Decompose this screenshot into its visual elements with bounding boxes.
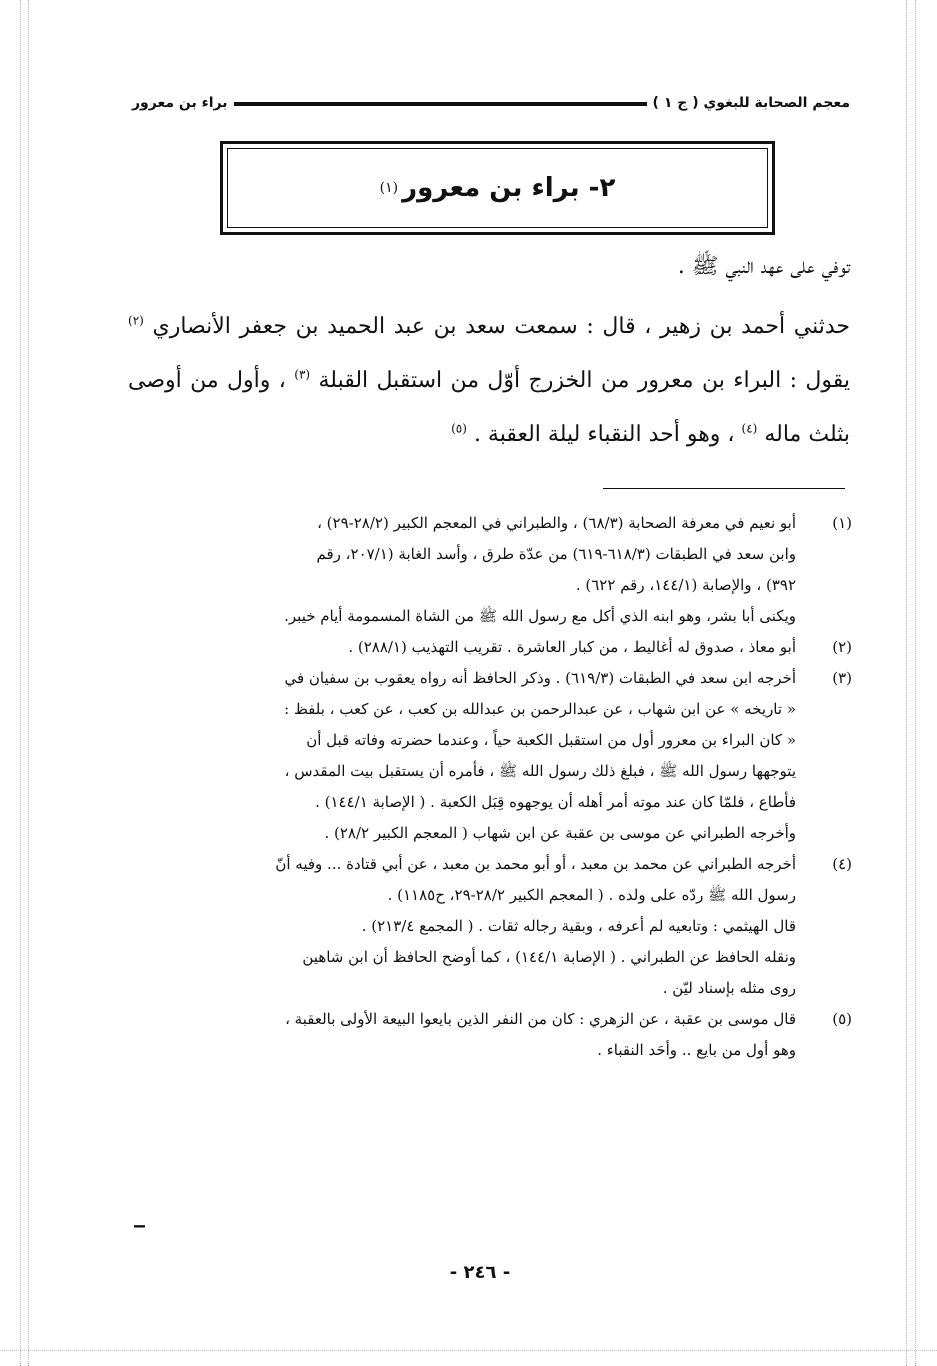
paragraph-text: حدثني أحمد بن زهير ، قال : سمعت سعد بن عبد الحميد بن جعفر الأنصاري bbox=[152, 314, 850, 339]
footnote-line: وأخرجه الطبراني عن موسى بن عقبة عن ابن شهاب ( المعجم الكبير ٢٨/٢) . bbox=[324, 824, 796, 842]
paragraph-text: ، وأول من أوصى بثلث ماله bbox=[128, 368, 850, 447]
footnote-line: روى مثله بإسناد ليّن . bbox=[662, 979, 796, 997]
footnote-ref: (٤) bbox=[741, 421, 758, 436]
footnote-line: وابن سعد في الطبقات (٦١٨/٣-٦١٩) من عدّة طرق ، وأسد الغابة (٢٠٧/١، رقم bbox=[316, 545, 796, 563]
footnote-line: « كان البراء بن معرور أول من استقبل الكعبة حياً ، وعندما حضرته وفاته قبل أن bbox=[306, 731, 796, 749]
footnote-line: أخرجه الطبراني عن محمد بن معبد ، أو أبو محمد بن معبد ، عن أبي قتادة ... وفيه أنّ bbox=[275, 855, 796, 873]
header-rule bbox=[234, 102, 647, 106]
footnote bbox=[130, 663, 852, 849]
entry-title: براء بن معرور bbox=[132, 95, 228, 111]
scan-guide-line bbox=[915, 0, 916, 1366]
footnote-number: (١) bbox=[832, 514, 852, 532]
running-header bbox=[132, 90, 850, 116]
scan-guide-line bbox=[20, 0, 21, 1366]
paragraph-text: ، وهو أحد النقباء ليلة العقبة . bbox=[473, 422, 735, 447]
footnote-line: ويكنى أبا بشر، وهو ابنه الذي أكل مع رسول الله ﷺ من الشاة المسمومة أيام خيبر. bbox=[284, 607, 796, 625]
footnote-text bbox=[130, 632, 796, 663]
entry-heading-box bbox=[220, 141, 775, 235]
footnote-text bbox=[130, 508, 796, 632]
intro-line: توفي على عهد النبي ﷺ . bbox=[677, 254, 850, 279]
footnote bbox=[130, 508, 852, 632]
footnote-number: (٢) bbox=[832, 638, 852, 656]
footnote-line: وهو أول من بايع .. وأحَد النقباء . bbox=[597, 1041, 796, 1059]
footnote-ref: (٢) bbox=[128, 313, 144, 328]
footnote-line: ونقله الحافظ عن الطبراني . ( الإصابة ١٤٤/١) ، كما أوضح الحافظ أن ابن شاهين bbox=[302, 948, 796, 966]
footnote-ref: (٣) bbox=[294, 367, 311, 382]
footnote-line: قال الهيثمي : وتابعيه لم أعرفه ، وبقية رجاله ثقات . ( المجمع ٢١٣/٤) . bbox=[361, 917, 796, 935]
scan-guide-line bbox=[28, 0, 29, 1366]
footnote-line: فأطاع ، فلمّا كان عند موته أمر أهله أن يوجهوه قِبَل الكعبة . ( الإصابة ١٤٤/١) . bbox=[315, 793, 796, 811]
entry-heading-inner-frame bbox=[227, 148, 768, 228]
footnote-line: يتوجهها رسول الله ﷺ ، فبلغ ذلك رسول الله ﷺ ، فأمره أن يستقبل بيت المقدس ، bbox=[284, 762, 796, 780]
end-mark: -- bbox=[133, 1215, 144, 1236]
footnote-number: (٣) bbox=[832, 669, 852, 687]
footnote-number: (٤) bbox=[832, 855, 852, 873]
footnotes bbox=[130, 508, 852, 1066]
footnote-text bbox=[130, 1004, 796, 1066]
footnote-line: أبو نعيم في معرفة الصحابة (٦٨/٣) ، والطبراني في المعجم الكبير (٢٨/٢-٢٩) ، bbox=[317, 514, 796, 532]
footnote-line: ٣٩٢) ، والإصابة (١٤٤/١، رقم ٦٢٢) . bbox=[575, 576, 796, 594]
scan-guide-line bbox=[0, 1350, 937, 1351]
footnote-line: قال موسى بن عقبة ، عن الزهري : كان من النفر الذين بايعوا البيعة الأولى بالعقبة ، bbox=[285, 1010, 796, 1028]
footnote-line: « تاريخه » عن ابن شهاب ، عن عبدالرحمن بن عبدالله بن كعب ، عن كعب ، بلفظ : bbox=[284, 700, 796, 718]
footnote-text bbox=[130, 849, 796, 1004]
footnote-line: رسول الله ﷺ ردّه على ولده . ( المعجم الكبير ٢٨/٢-٢٩، ح١١٨٥) . bbox=[387, 886, 796, 904]
footnote-ref: (٥) bbox=[451, 421, 467, 436]
footnote-ref: (١) bbox=[379, 180, 399, 196]
scan-guide-line bbox=[906, 0, 907, 1366]
footnote-separator bbox=[603, 488, 845, 489]
footnote-line: أخرجه ابن سعد في الطبقات (٦١٩/٣) . وذكر الحافظ أنه رواه يعقوب بن سفيان في bbox=[284, 669, 796, 687]
paragraph-text: يقول : البراء بن معرور من الخزرج أوّل من استقبل القبلة bbox=[318, 368, 851, 393]
footnote-line: أبو معاذ ، صدوق له أغاليط ، من كبار العاشرة . تقريب التهذيب (٢٨٨/١) . bbox=[348, 638, 796, 656]
footnote-number: (٥) bbox=[832, 1010, 852, 1028]
page-number: - ٢٤٦ - bbox=[449, 1262, 511, 1283]
footnote bbox=[130, 1004, 852, 1066]
book-title: معجم الصحابة للبغوي ( ج ١ ) bbox=[652, 95, 850, 111]
main-text bbox=[128, 240, 850, 462]
footnote bbox=[130, 849, 852, 1004]
entry-heading: ٢- براء بن معرور bbox=[402, 173, 616, 203]
main-paragraph bbox=[128, 300, 850, 462]
footnote-text bbox=[130, 663, 796, 849]
footnote bbox=[130, 632, 852, 663]
